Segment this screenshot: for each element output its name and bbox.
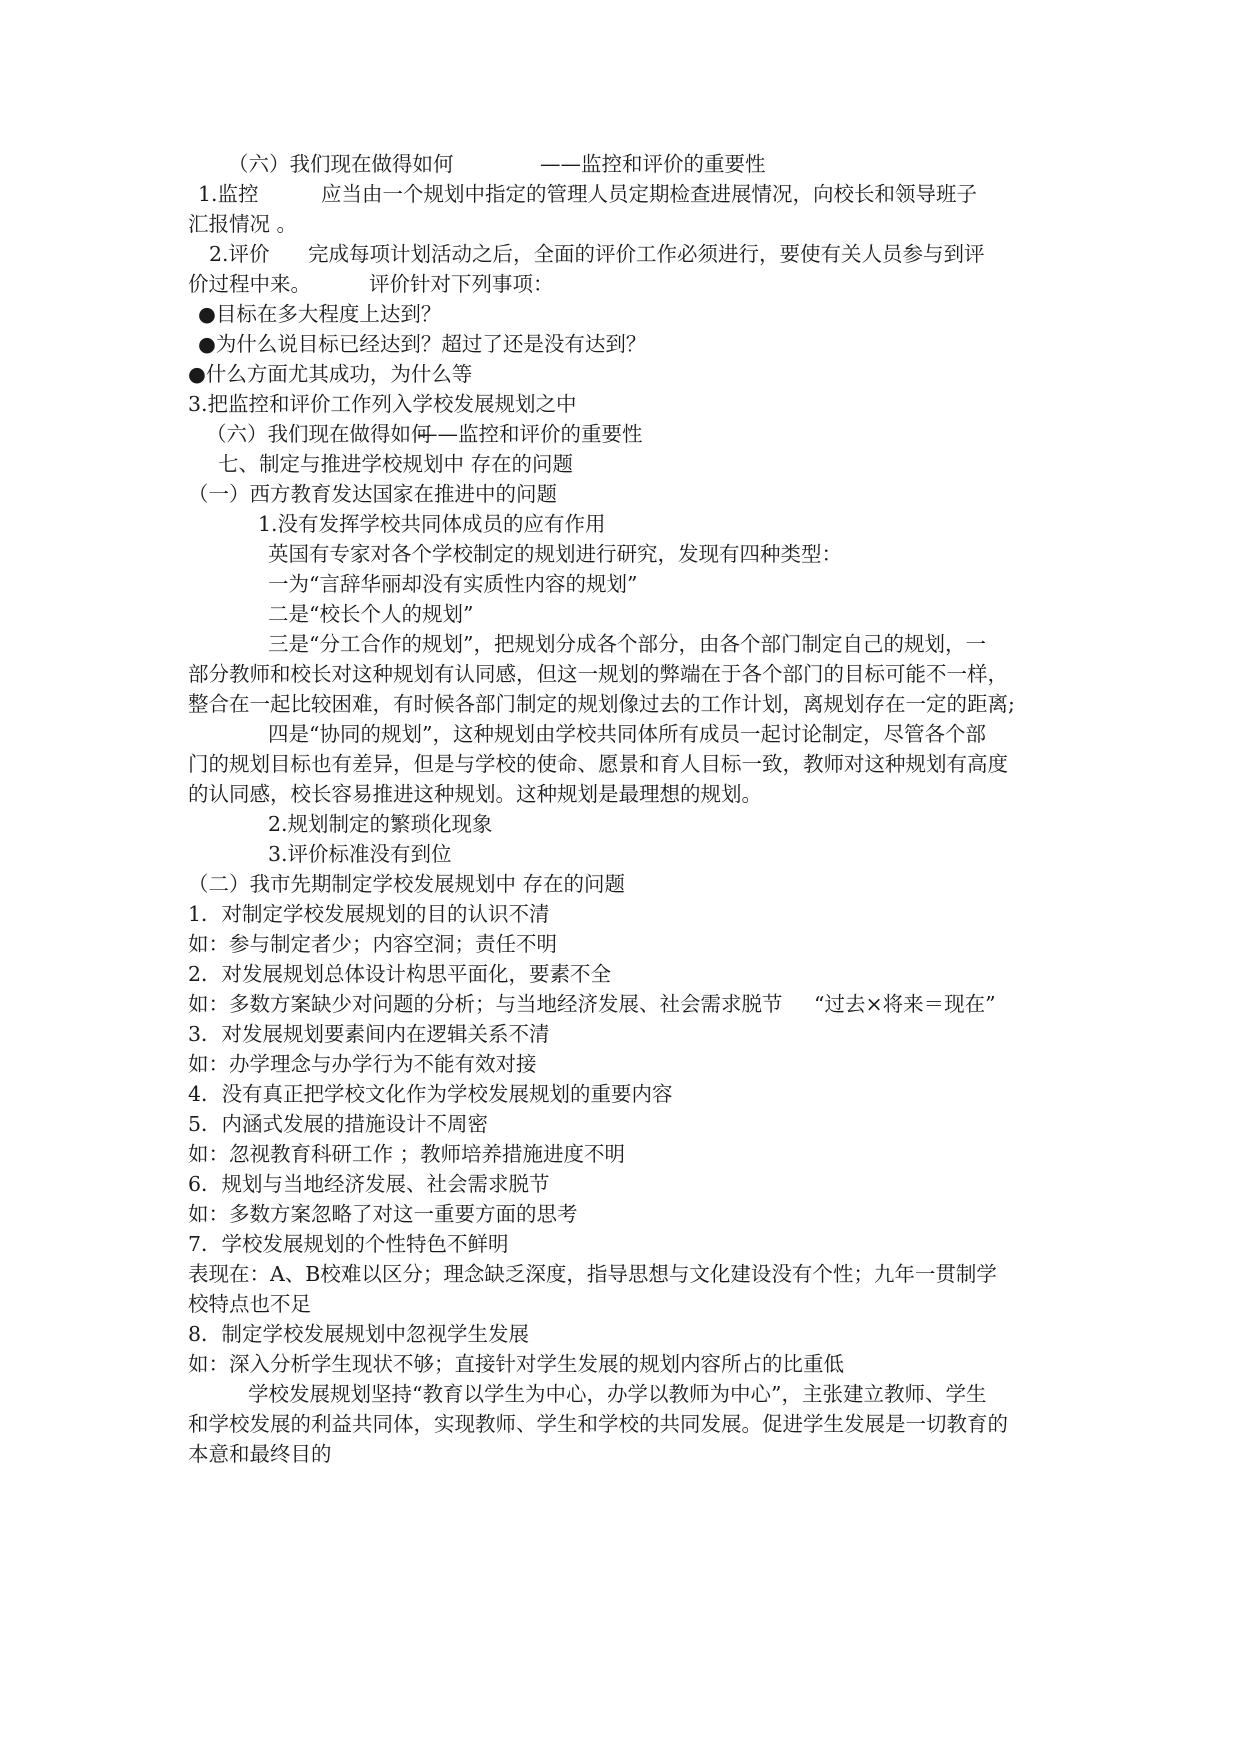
text-line: [188, 749, 1068, 779]
text-segment: 完成每项计划活动之后，全面的评价工作必须进行，要使有关人员参与到评: [308, 242, 985, 266]
text-line: [188, 929, 1068, 959]
text-line: [188, 1199, 1068, 1229]
text-line: [188, 629, 1068, 659]
text-line: [188, 209, 1068, 239]
text-segment: 如：参与制定者少；内容空洞；责任不明: [188, 932, 557, 956]
text-segment: 部分教师和校长对这种规划有认同感，但这一规划的弊端在于各个部门的目标可能不一样，: [188, 662, 1008, 686]
text-segment: 7．学校发展规划的个性特色不鲜明: [188, 1232, 509, 1256]
text-segment: 如：办学理念与办学行为不能有效对接: [188, 1052, 537, 1076]
text-segment: 6．规划与当地经济发展、社会需求脱节: [188, 1172, 550, 1196]
text-line: [188, 419, 1068, 449]
text-line: [188, 509, 1068, 539]
text-segment: ●为什么说目标已经达到？超过了还是没有达到？: [198, 332, 647, 356]
text-segment: 3．对发展规划要素间内在逻辑关系不清: [188, 1022, 550, 1046]
text-segment: 的认同感，校长容易推进这种规划。这种规划是最理想的规划。: [188, 782, 762, 806]
text-line: [188, 869, 1068, 899]
text-segment: 如：深入分析学生现状不够；直接针对学生发展的规划内容所占的比重低: [188, 1352, 844, 1376]
text-line: [188, 1439, 1068, 1469]
text-line: [188, 1169, 1068, 1199]
text-segment: 英国有专家对各个学校制定的规划进行研究，发现有四种类型：: [268, 542, 842, 566]
text-line: [188, 389, 1068, 419]
text-line: [188, 1379, 1068, 1409]
text-segment: 和学校发展的利益共同体，实现教师、学生和学校的共同发展。促进学生发展是一切教育的: [188, 1412, 1008, 1436]
text-line: [188, 269, 1068, 299]
text-segment: 3.把监控和评价工作列入学校发展规划之中: [188, 392, 577, 416]
text-line: [188, 329, 1068, 359]
text-segment: ●目标在多大程度上达到？: [198, 302, 442, 326]
text-segment: （六）我们现在做得如何: [206, 422, 432, 446]
text-segment: 4．没有真正把学校文化作为学校发展规划的重要内容: [188, 1082, 673, 1106]
text-segment: 七、制定与推进学校规划中 存在的问题: [218, 452, 574, 476]
text-line: [188, 299, 1068, 329]
text-segment: ●什么方面尤其成功，为什么等: [188, 362, 473, 386]
text-line: [188, 1229, 1068, 1259]
text-segment: 表现在：A、B校难以区分；理念缺乏深度，指导思想与文化建设没有个性；九年一贯制学: [188, 1262, 997, 1286]
text-line: [188, 719, 1068, 749]
text-line: [188, 899, 1068, 929]
text-segment: 二是“校长个人的规划”: [268, 602, 474, 626]
text-segment: 如：多数方案缺少对问题的分析；与当地经济发展、社会需求脱节: [188, 992, 783, 1016]
text-line: [188, 989, 1068, 1019]
text-segment: 一为“言辞华丽却没有实质性内容的规划”: [268, 572, 638, 596]
text-segment: 5．内涵式发展的措施设计不周密: [188, 1112, 489, 1136]
text-line: [188, 1319, 1068, 1349]
text-segment: 整合在一起比较困难，有时候各部门制定的规划像过去的工作计划，离规划存在一定的距离;: [188, 692, 1015, 716]
text-segment: 2.规划制定的繁琐化现象: [268, 812, 493, 836]
text-line: [188, 1259, 1068, 1289]
text-segment: 1.监控: [198, 182, 259, 206]
text-segment: 2．对发展规划总体设计构思平面化，要素不全: [188, 962, 612, 986]
text-line: [188, 1289, 1068, 1319]
text-segment: 1.没有发挥学校共同体成员的应有作用: [258, 512, 606, 536]
text-line: [188, 449, 1068, 479]
text-segment: 3.评价标准没有到位: [268, 842, 452, 866]
text-segment: 四是“协同的规划”，这种规划由学校共同体所有成员一起讨论制定，尽管各个部: [268, 722, 986, 746]
text-line: [188, 839, 1068, 869]
text-line: [188, 569, 1068, 599]
text-segment: 8．制定学校发展规划中忽视学生发展: [188, 1322, 530, 1346]
text-segment: 1．对制定学校发展规划的目的认识不清: [188, 902, 550, 926]
text-segment: 如：多数方案忽略了对这一重要方面的思考: [188, 1202, 578, 1226]
text-segment: 如：忽视教育科研工作 ；教师培养措施进度不明: [188, 1142, 626, 1166]
text-segment: （二）我市先期制定学校发展规划中 存在的问题: [188, 872, 626, 896]
text-line: [188, 1079, 1068, 1109]
text-line: [188, 1049, 1068, 1079]
text-line: [188, 659, 1068, 689]
text-segment: “过去×将来＝现在”: [814, 992, 996, 1016]
text-line: [188, 809, 1068, 839]
text-segment: 2.评价: [209, 242, 270, 266]
text-segment: 门的规划目标也有差异，但是与学校的使命、愿景和育人目标一致，教师对这种规划有高度: [188, 752, 1008, 776]
text-line: [188, 539, 1068, 569]
text-line: [188, 959, 1068, 989]
text-line: [188, 1349, 1068, 1379]
text-line: [188, 1409, 1068, 1439]
text-segment: 三是“分工合作的规划”，把规划分成各个部分，由各个部门制定自己的规划，一: [268, 632, 986, 656]
text-segment: （一）西方教育发达国家在推进中的问题: [188, 482, 557, 506]
text-segment: （六）我们现在做得如何: [228, 152, 454, 176]
text-segment: ——监控和评价的重要性: [540, 152, 766, 176]
text-line: [188, 599, 1068, 629]
text-segment: 校特点也不足: [188, 1292, 311, 1316]
text-segment: 价过程中来。: [188, 272, 311, 296]
text-line: [188, 239, 1068, 269]
text-line: [188, 1109, 1068, 1139]
text-segment: 评价针对下列事项：: [369, 272, 554, 296]
text-line: [188, 359, 1068, 389]
text-line: [188, 689, 1068, 719]
text-segment: 本意和最终目的: [188, 1442, 332, 1466]
text-line: [188, 1139, 1068, 1169]
text-segment: 应当由一个规划中指定的管理人员定期检查进展情况，向校长和领导班子: [321, 182, 977, 206]
text-line: [188, 1019, 1068, 1049]
text-line: [188, 179, 1068, 209]
text-line: [188, 149, 1068, 179]
text-segment: 学校发展规划坚持“教育以学生为中心，办学以教师为中心”，主张建立教师、学生: [248, 1382, 987, 1406]
text-segment: 汇报情况 。: [188, 212, 298, 236]
text-segment: ——监控和评价的重要性: [417, 422, 643, 446]
text-line: [188, 479, 1068, 509]
text-line: [188, 779, 1068, 809]
